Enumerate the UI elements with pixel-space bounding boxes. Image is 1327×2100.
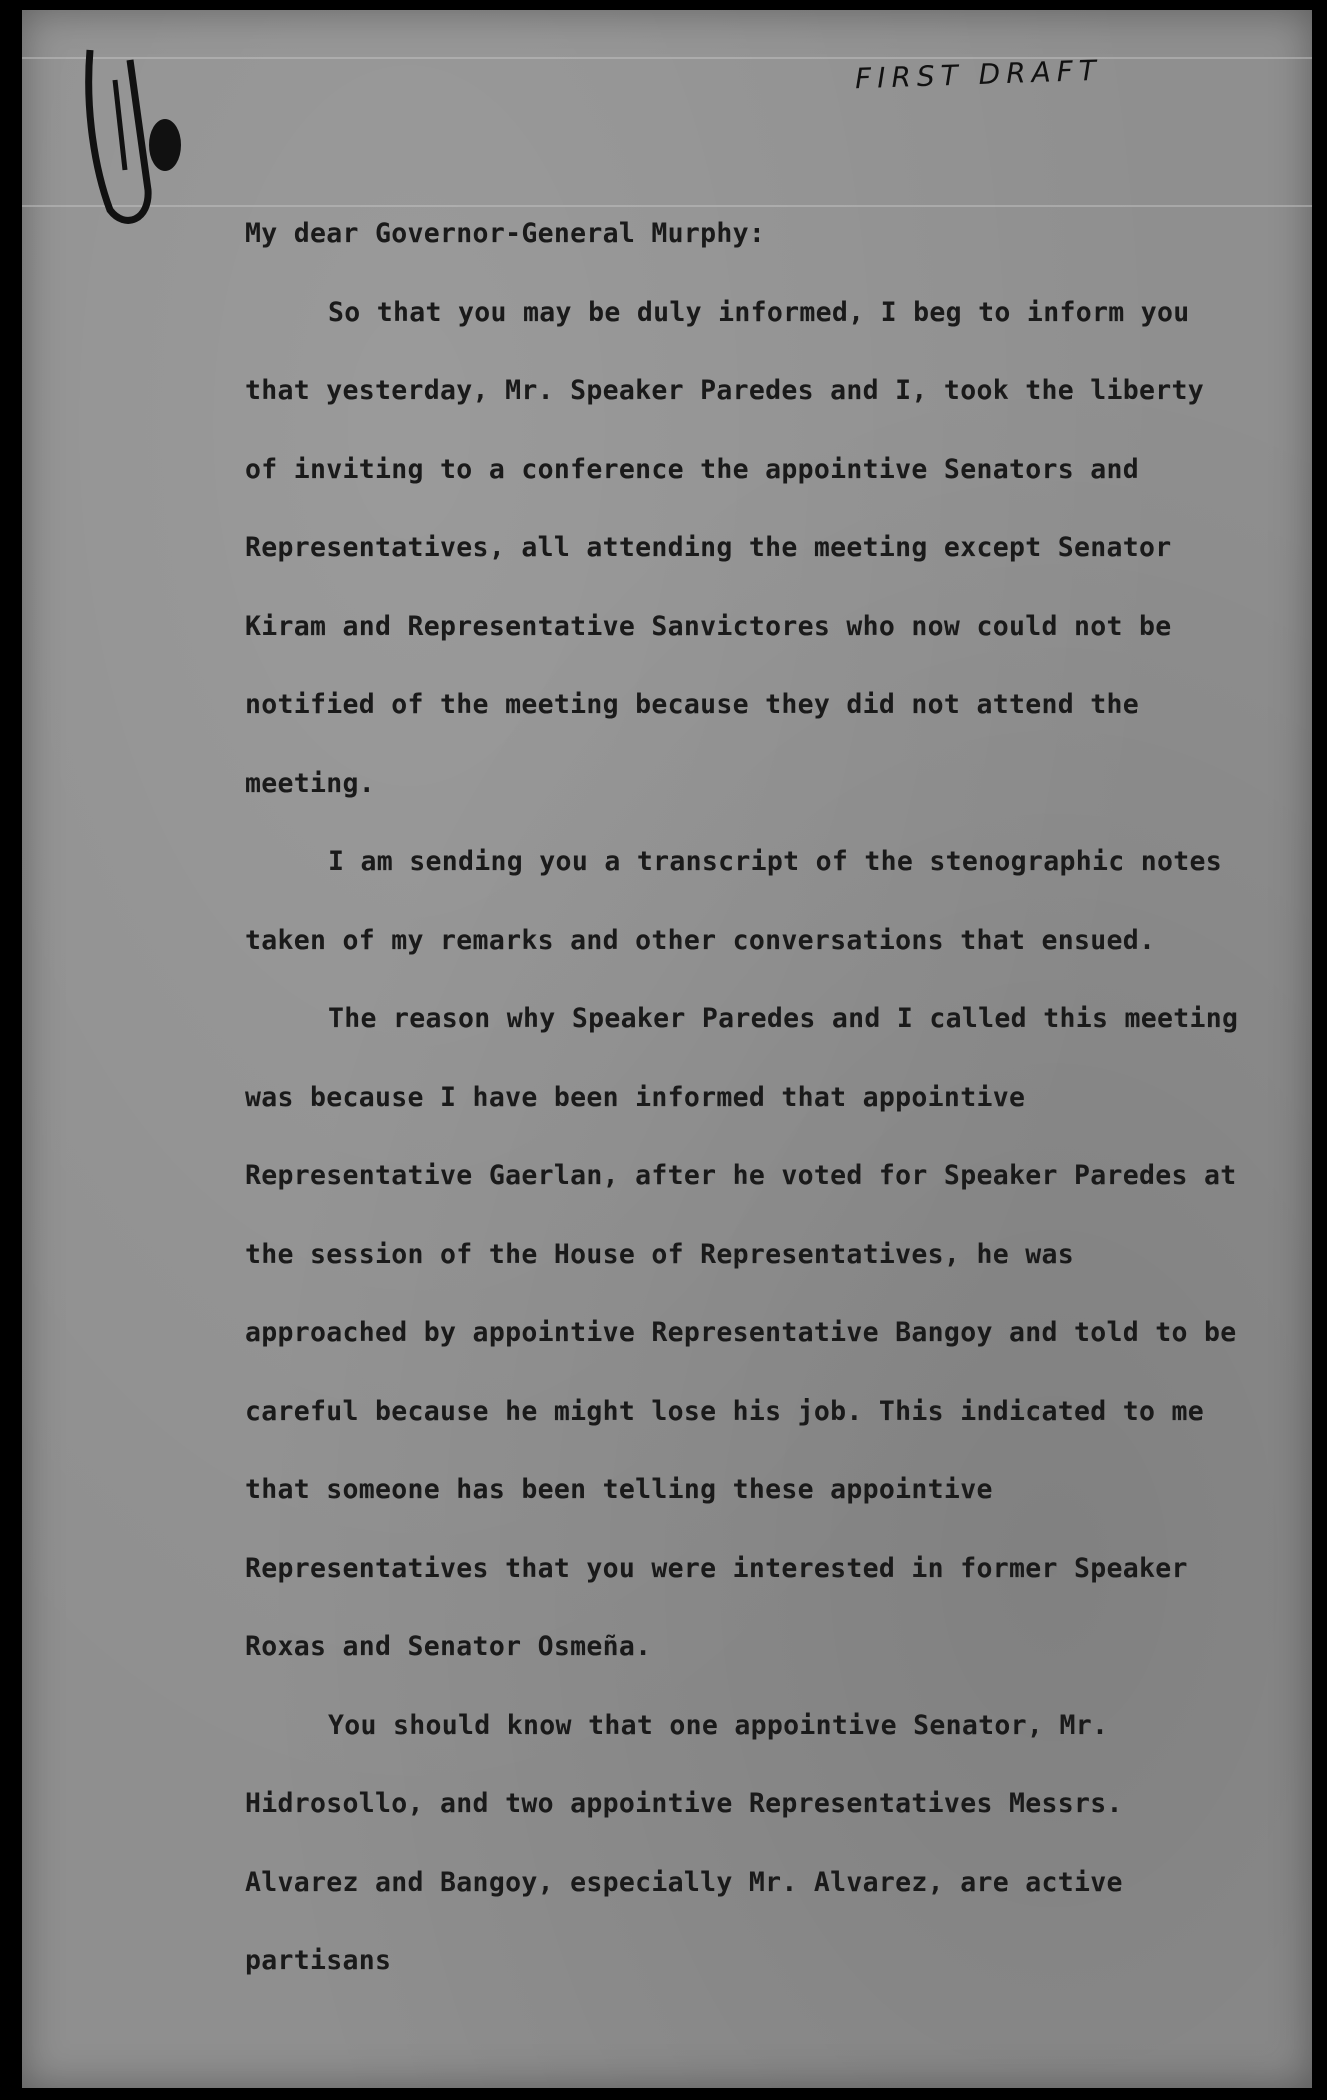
letter-paragraph: I am sending you a transcript of the stenographic notes taken of my remarks and other conversations that ensued. <box>245 846 1222 956</box>
handwritten-draft-note: FIRST DRAFT <box>854 53 1103 96</box>
letter-paragraph: You should know that one appointive Senator, Mr. Hidrosollo, and two appointive Representatives Messrs. Alvarez and Bangoy, especially Mr. Alvarez, are active partisans <box>245 1709 1123 1976</box>
paper-clip-mark <box>70 20 190 230</box>
letter-paragraph: The reason why Speaker Paredes and I called this meeting was because I have been informed that appointive Representative Gaerlan, after he voted for Speaker Paredes at the session of the House of Representatives, he was approached by appointive Representative Bangoy and told to be careful because he might lose his job. This indicated to me that someone has been telling these appointive Representatives that you were interested in former Speaker Roxas and Senator Osmeña. <box>245 1003 1239 1662</box>
letter-paragraph: So that you may be duly informed, I beg to inform you that yesterday, Mr. Speaker Paredes and I, took the liberty of inviting to a conference the appointive Senators and Representatives, all attending the meeting except Senator Kiram and Representative Sanvictores who now could not be notified of the meeting because they did not attend the meeting. <box>245 296 1205 799</box>
letter-body <box>245 195 1245 2001</box>
page-fold-line <box>22 57 1312 59</box>
letter-salutation: My dear Governor-General Murphy: <box>245 218 766 249</box>
